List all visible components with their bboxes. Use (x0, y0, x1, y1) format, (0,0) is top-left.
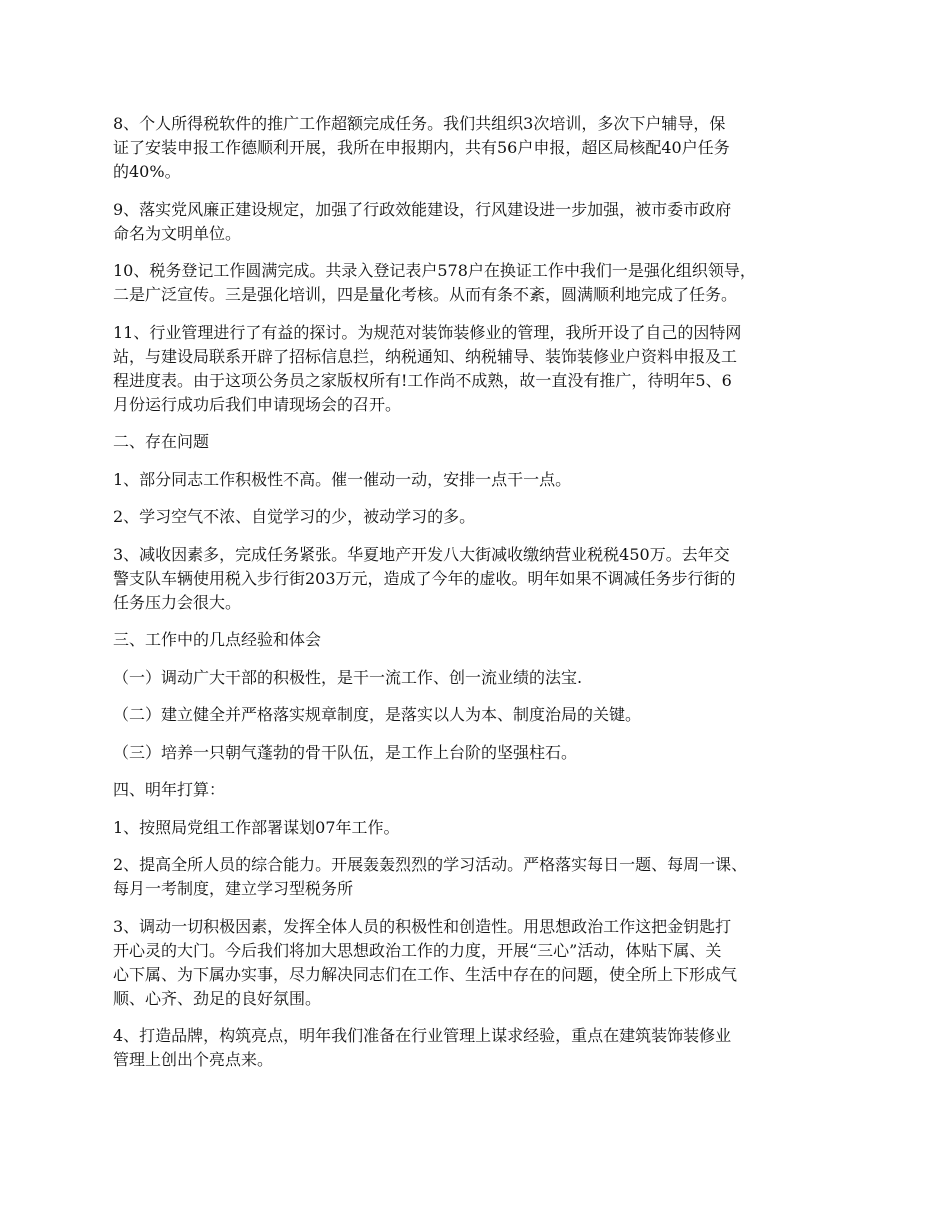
paragraph-item-9: 9、落实党风廉正建设规定，加强了行政效能建设，行风建设进一步加强，被市委市政府 命名为文明单位。 (113, 199, 732, 243)
document-body (113, 112, 843, 1086)
plan-item-2: 2、提高全所人员的综合能力。开展轰轰烈烈的学习活动。严格落实每日一题、每周一课、 每月一考制度，建立学习型税务所 (113, 855, 748, 898)
plan-item-3: 3、调动一切积极因素，发挥全体人员的积极性和创造性。用思想政治工作这把金钥匙打 开心灵的大门。今后我们将加大思想政治工作的力度，开展“三心”活动，体贴下属、关 心下属、为下属办实事，尽力解决同志们在工作、生活中存在的问题，使全所上下形成气 顺、心齐、劲足的良好氛围。 (113, 916, 738, 1008)
plan-item-4: 4、打造品牌，构筑亮点，明年我们准备在行业管理上谋求经验，重点在建筑装饰装修业 管理上创出个亮点来。 (113, 1026, 732, 1069)
problem-item-1: 1、部分同志工作积极性不高。催一催动一动，安排一点干一点。 (113, 469, 572, 489)
paragraph-item-10: 10、税务登记工作圆满完成。共录入登记表户578户在换证工作中我们一是强化组织领导， 二是广泛宣传。三是强化培训，四是量化考核。从而有条不紊，圆满顺利地完成了任务。 (113, 261, 756, 304)
experience-item-3: （三）培养一只朝气蓬勃的骨干队伍，是工作上台阶的坚强柱石。 (113, 742, 578, 762)
paragraph-item-11: 11、行业管理进行了有益的探讨。为规范对装饰装修业的管理，我所开设了自己的因特网 站，与建设局联系开辟了招标信息拦，纳税通知、纳税辅导、装饰装修业户资料申报及工 程进度表。由于这项公务员之家版权所有!工作尚不成熟，故一直没有推广，待明年5、6 月份运行成功后我们申请现场会的召开。 (113, 322, 742, 414)
section-heading-plans: 四、明年打算： (113, 780, 226, 799)
problem-item-2: 2、学习空气不浓、自觉学习的少，被动学习的多。 (113, 507, 476, 526)
problem-item-3: 3、减收因素多，完成任务紧张。华夏地产开发八大街减收缴纳营业税税450万。去年交 警支队车辆使用税入步行街203万元，造成了今年的虚收。明年如果不调减任务步行街的 任务压力会很大。 (113, 544, 736, 612)
section-heading-experience: 三、工作中的几点经验和体会 (113, 630, 322, 649)
paragraph-item-8: 8、个人所得税软件的推广工作超额完成任务。我们共组织3次培训，多次下户辅导，保 证了安装申报工作德顺利开展，我所在申报期内，共有56户申报，超区局核配40户任务 的40%。 (113, 114, 730, 181)
experience-item-2: （二）建立健全并严格落实规章制度，是落实以人为本、制度治局的关键。 (113, 705, 642, 724)
plan-item-1: 1、按照局党组工作部署谋划07年工作。 (113, 817, 400, 837)
section-heading-problems: 二、存在问题 (113, 432, 210, 451)
experience-item-1: （一）调动广大干部的积极性，是干一流工作、创一流业绩的法宝. (113, 667, 583, 687)
